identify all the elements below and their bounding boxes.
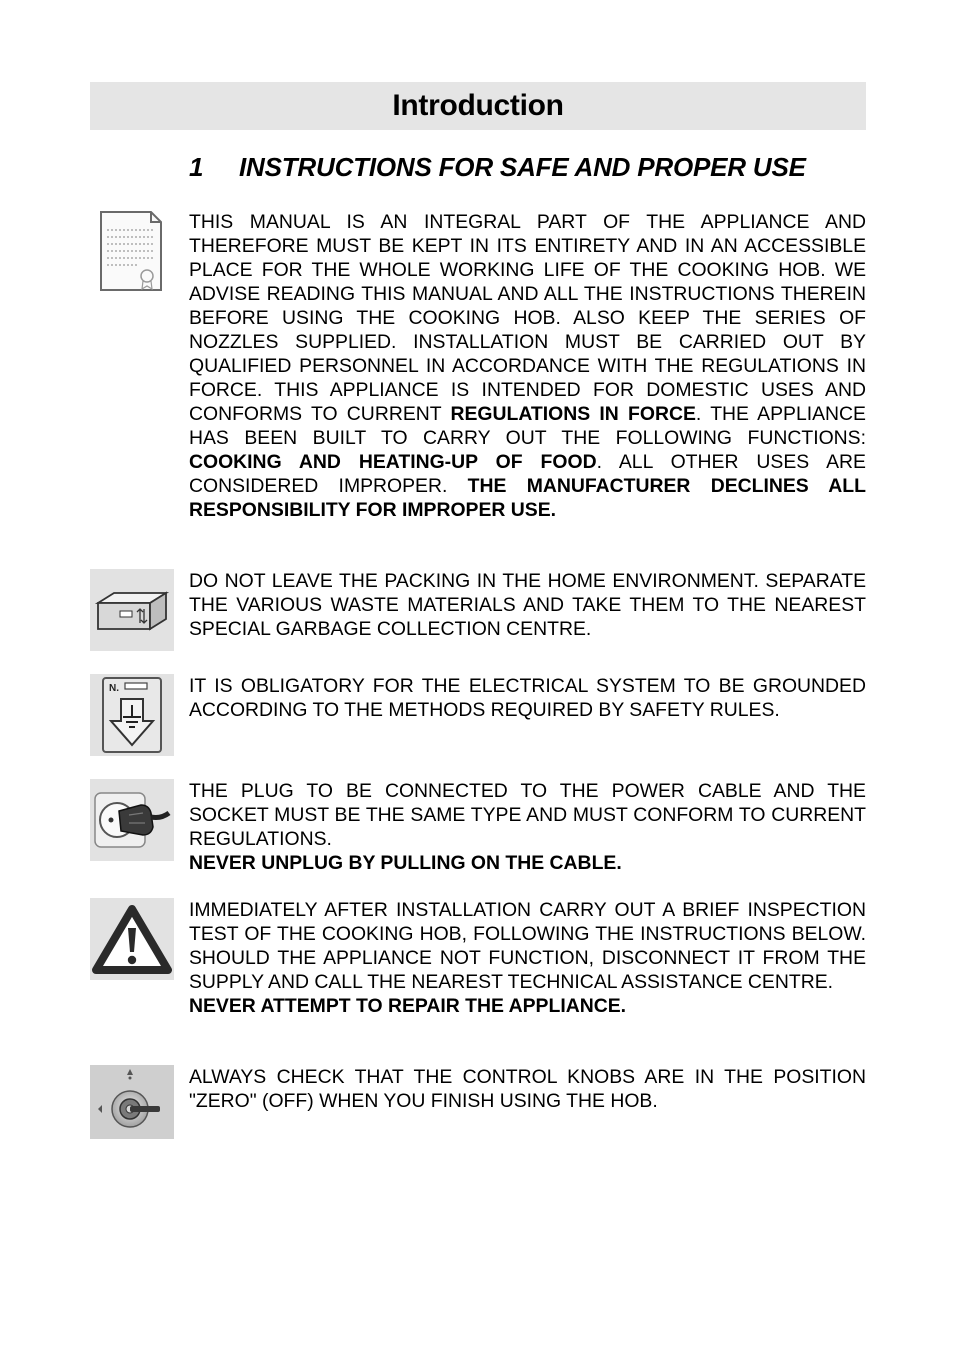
page-title: Introduction	[392, 89, 564, 122]
section-title: INSTRUCTIONS FOR SAFE AND PROPER USE	[239, 152, 806, 182]
section-heading	[189, 152, 889, 183]
plug-warning: NEVER UNPLUG BY PULLING ON THE CABLE.	[189, 852, 622, 874]
packing-box-icon	[90, 569, 174, 651]
manual-notice-text: THIS MANUAL IS AN INTEGRAL PART OF THE APPLIANCE AND THEREFORE MUST BE KEPT IN ITS ENTIRETY AND IN AN ACCESSIBLE PLACE FOR THE WHOLE WORKING LIFE OF THE COOKING HOB. WE ADVISE READING THIS MANUAL AND ALL THE INSTRUCTIONS THEREIN BEFORE USING THE COOKING HOB. ALSO KEEP THE SERIES OF NOZZLES SUPPLIED. INSTALLATION MUST BE CARRIED OUT BY QUALIFIED PERSONNEL IN ACCORDANCE WITH THE REGULATIONS IN FORCE. THIS APPLIANCE IS INTENDED FOR DOMESTIC USES AND CONFORMS TO CURRENT REGULATIONS IN FORCE. THE APPLIANCE HAS BEEN BUILT TO CARRY OUT THE FOLLOWING FUNCTIONS: COOKING AND HEATING-UP OF FOOD. ALL OTHER USES ARE CONSIDERED IMPROPER. THE MANUFACTURER DECLINES ALL RESPONSIBILITY FOR IMPROPER USE.	[189, 211, 866, 521]
grounding-notice-text: IT IS OBLIGATORY FOR THE ELECTRICAL SYSTEM TO BE GROUNDED ACCORDING TO THE METHODS REQUIRED BY SAFETY RULES.	[189, 675, 866, 721]
plug-socket-icon	[90, 779, 174, 861]
repair-warning: NEVER ATTEMPT TO REPAIR THE APPLIANCE.	[189, 995, 627, 1017]
ground-icon-label: N.	[109, 683, 119, 694]
header-bar	[90, 82, 866, 130]
packing-notice-text: DO NOT LEAVE THE PACKING IN THE HOME ENVIRONMENT. SEPARATE THE VARIOUS WASTE MATERIALS AND TAKE THEM TO THE NEAREST SPECIAL GARBAGE COLLECTION CENTRE.	[189, 570, 866, 640]
plug-notice-text: THE PLUG TO BE CONNECTED TO THE POWER CABLE AND THE SOCKET MUST BE THE SAME TYPE AND MUST CONFORM TO CURRENT REGULATIONS. NEVER UNPLUG BY PULLING ON THE CABLE.	[189, 780, 866, 874]
section-number: 1	[189, 152, 204, 182]
knob-notice-text: ALWAYS CHECK THAT THE CONTROL KNOBS ARE IN THE POSITION "ZERO" (OFF) WHEN YOU FINISH USING THE HOB.	[189, 1066, 866, 1112]
manual-document-icon	[90, 210, 174, 294]
inspection-notice-text: IMMEDIATELY AFTER INSTALLATION CARRY OUT A BRIEF INSPECTION TEST OF THE COOKING HOB, FOLLOWING THE INSTRUCTIONS BELOW. SHOULD THE APPLIANCE NOT FUNCTION, DISCONNECT IT FROM THE SUPPLY AND CALL THE NEAREST TECHNICAL ASSISTANCE CENTRE. NEVER ATTEMPT TO REPAIR THE APPLIANCE.	[189, 899, 866, 1017]
control-knob-icon	[90, 1065, 174, 1139]
ground-symbol-icon	[90, 674, 174, 756]
warning-triangle-icon	[90, 898, 174, 980]
